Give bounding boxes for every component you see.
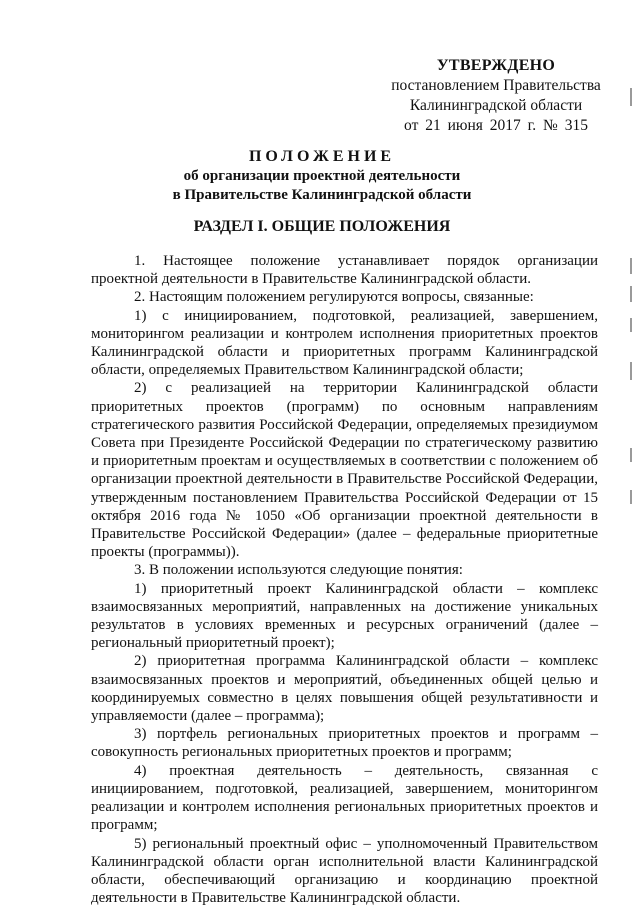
paragraph: 3) портфель региональных приоритетных проектов и программ – совокупность региональных приоритетных проектов и программ; — [91, 725, 598, 761]
paragraph: 1. Настоящее положение устанавливает порядок организации проектной деятельности в Правительстве Калининградской области. — [91, 252, 598, 288]
paragraph: 4) проектная деятельность – деятельность, связанная с инициированием, подготовкой, реализацией, завершением, мониторингом реализации и контролем исполнения региональных приоритетных проектов и программ; — [91, 762, 598, 835]
paragraph: 5) региональный проектный офис – уполномоченный Правительством Калининградской области орган исполнительной власти Калининградской области, обеспечивающий организацию и координацию проектной деятельности в Правительстве Калининградской области. — [91, 835, 598, 907]
approval-stamp — [386, 56, 606, 136]
paragraph: 1) с инициированием, подготовкой, реализацией, завершением, мониторингом реализации и контролем исполнения приоритетных проектов Калининградской области и приоритетных программ Калининградской области, определяемых Правительством Калининградской области; — [91, 307, 598, 380]
scan-edge-mark — [630, 318, 632, 332]
approval-line-2: Калининградской области — [386, 96, 606, 116]
scan-edge-mark — [630, 490, 632, 504]
document-subtitle-1: об организации проектной деятельности — [90, 167, 554, 186]
paragraph: 2) приоритетная программа Калининградской области – комплекс взаимосвязанных проектов и мероприятий, объединенных общей целью и координируемых совместно в целях повышения общей результативности и управляемости (далее – программа); — [91, 652, 598, 725]
document-title: ПОЛОЖЕНИЕ — [90, 147, 554, 167]
document-subtitle-2: в Правительстве Калининградской области — [90, 186, 554, 205]
scan-edge-mark — [630, 286, 632, 302]
scan-edge-mark — [630, 258, 632, 274]
paragraph: 2) с реализацией на территории Калининградской области приоритетных проектов (программ) по основным направлениям стратегического развития Российской Федерации, определяемых президиумом Совета при Президенте Российской Федерации по стратегическому развитию и приоритетным проектам и осуществляемых в соответствии с положением об организации проектной деятельности в Правительстве Российской Федерации, утвержденным постановлением Правительства Российской Федерации от 15 октября 2016 года № 1050 «Об организации проектной деятельности в Правительстве Российской Федерации» (далее – федеральные приоритетные проекты (программы)). — [91, 379, 598, 561]
scan-edge-mark — [630, 362, 632, 380]
section-heading: РАЗДЕЛ I. ОБЩИЕ ПОЛОЖЕНИЯ — [90, 218, 554, 236]
document-body — [91, 252, 598, 907]
scan-edge-mark — [630, 88, 632, 106]
scan-edge-mark — [630, 448, 632, 462]
paragraph: 3. В положении используются следующие понятия: — [91, 561, 598, 579]
paragraph: 2. Настоящим положением регулируются вопросы, связанные: — [91, 288, 598, 306]
approval-title: УТВЕРЖДЕНО — [386, 56, 606, 76]
document-title-block — [90, 147, 554, 205]
paragraph: 1) приоритетный проект Калининградской области – комплекс взаимосвязанных мероприятий, направленных на достижение уникальных результатов в условиях временных и ресурсных ограничений (далее – региональный приоритетный проект); — [91, 580, 598, 653]
approval-line-1: постановлением Правительства — [386, 76, 606, 96]
approval-date: от 21 июня 2017 г. № 315 — [386, 116, 606, 136]
